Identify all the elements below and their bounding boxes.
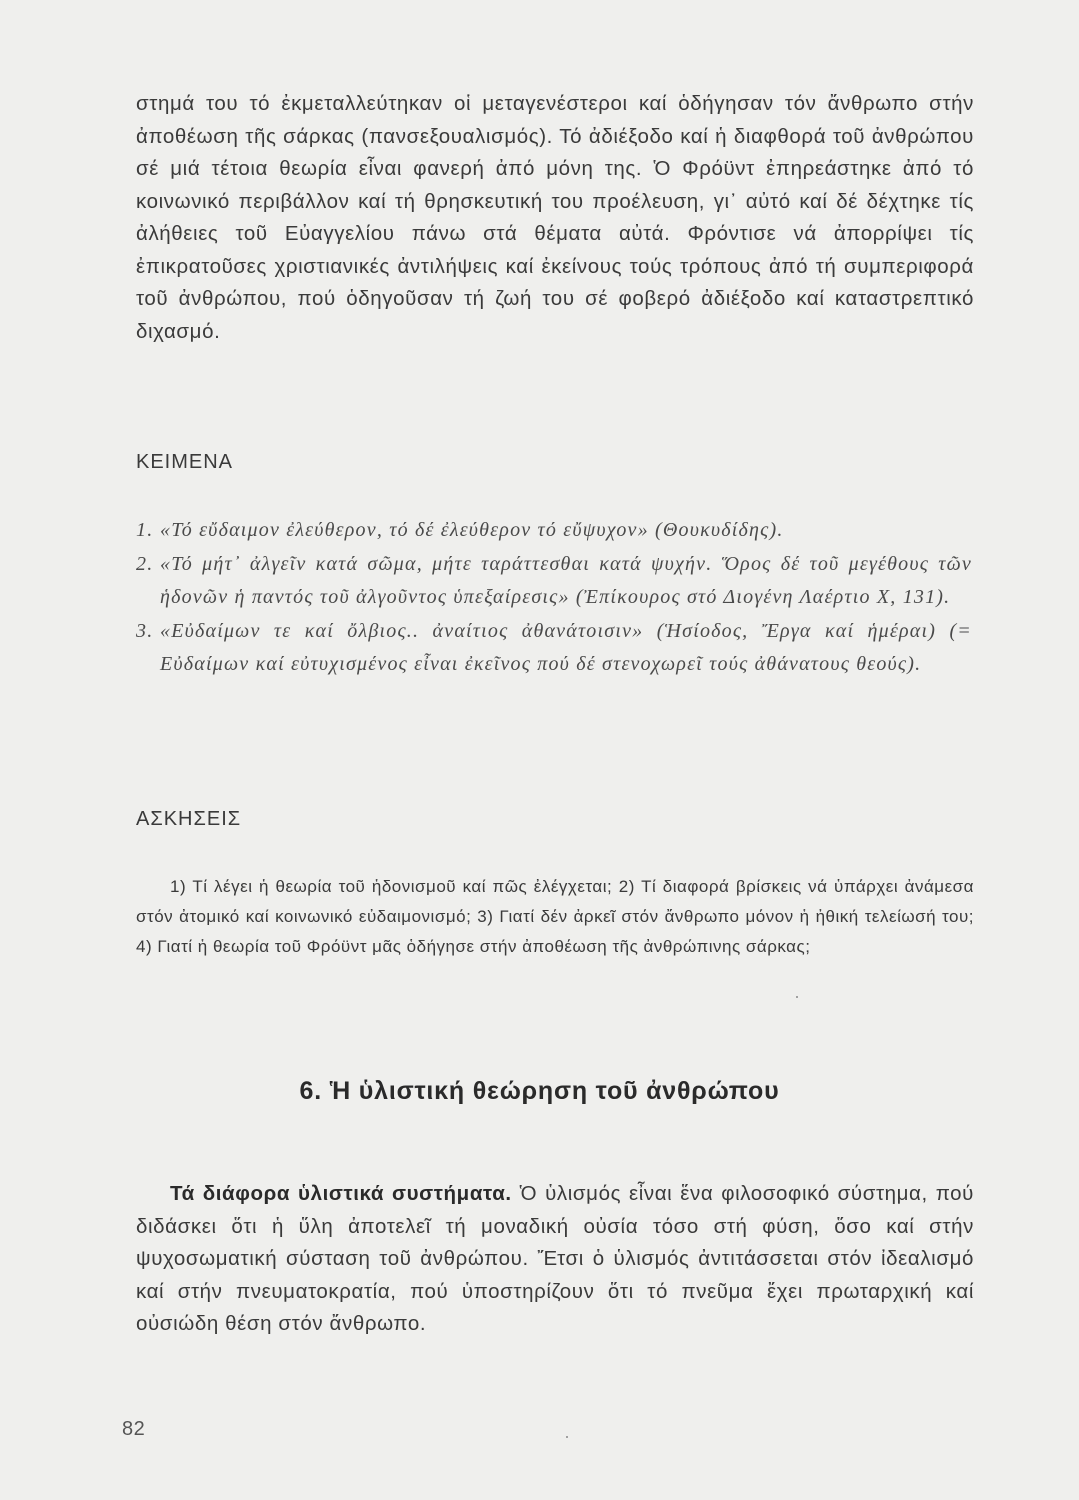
page-number: 82 — [122, 1418, 146, 1440]
paper-speck — [566, 1436, 568, 1438]
texts-heading: ΚΕΙΜΕΝΑ — [136, 451, 234, 473]
materialism-body: Ὁ ὑλισμός εἶναι ἕνα φιλοσοφικό σύστημα, πού διδάσκει ὅτι ἡ ὕλη ἀποτελεῖ τή μοναδική οὐσία τόσο στή φύση, ὅσο καί στήν ψυχοσωματική σύσταση τοῦ ἀνθρώπου. Ἔτσι ὁ ὑλισμός ἀντιτάσσεται στόν ἰδεαλισμό καί στήν πνευματοκρατία, πού ὑποστηρίζουν ὅτι τό πνεῦμα ἔχει πρωταρχική καί οὐσιώδη θέση στόν ἄνθρωπο. — [136, 1182, 974, 1335]
materialism-paragraph — [136, 1178, 974, 1341]
chapter-title: 6. Ἡ ὑλιστική θεώρηση τοῦ ἀνθρώπου — [299, 1077, 780, 1105]
materialism-lead: Τά διάφορα ὑλιστικά συστήματα. — [170, 1182, 512, 1205]
quote-text: «Εὐδαίμων τε καί ὄλβιος.. ἀναίτιος ἀθανάτοισιν» (Ἡσίοδος, Ἔργα καί ἡμέραι) (= Εὐδαίμων καί εὐτυχισμένος εἶναι ἐκεῖνος πού δέ στενοχωρεῖ τούς ἀθάνατους θεούς). — [160, 619, 972, 675]
exercises-paragraph: 1) Τί λέγει ἡ θεωρία τοῦ ἡδονισμοῦ καί πῶς ἐλέγχεται; 2) Τί διαφορά βρίσκεις νά ὑπάρχει ἀνάμεσα στόν ἀτομικό καί κοινωνικό εὐδαιμονισμό; 3) Γιατί δέν ἀρκεῖ στόν ἄνθρωπο μόνον ἡ ἠθική τελείωσή του; 4) Γιατί ἡ θεωρία τοῦ Φρόϋντ μᾶς ὁδήγησε στήν ἀποθέωση τῆς ἀνθρώπινης σάρκας; — [136, 877, 974, 956]
quote-item — [136, 514, 972, 548]
quote-number: 2. — [136, 552, 154, 575]
quote-text: «Τό μήτ᾽ ἀλγεῖν κατά σῶμα, μήτε ταράττεσθαι κατά ψυχήν. Ὅρος δέ τοῦ μεγέθους τῶν ἡδονῶν ἡ παντός τοῦ ἀλγοῦντος ὑπεξαίρεσις» (Ἐπίκουρος στό Διογένη Λαέρτιο Χ, 131). — [160, 552, 972, 608]
quote-item — [136, 615, 972, 682]
quote-list — [136, 514, 972, 682]
quote-number: 1. — [136, 519, 154, 541]
intro-paragraph: στημά του τό ἐκμεταλλεύτηκαν οἱ μεταγενέστεροι καί ὁδήγησαν τόν ἄνθρωπο στήν ἀποθέωση τῆς σάρκας (πανσεξουαλισμός). Τό ἀδιέξοδο καί ἡ διαφθορά τοῦ ἀνθρώπου σέ μιά τέτοια θεωρία εἶναι φανερή ἀπό μόνη της. Ὁ Φρόϋντ ἐπηρεάστηκε ἀπό τό κοινωνικό περιβάλλον καί τή θρησκευτική του προέλευση, γι᾽ αὐτό καί δέ δέχτηκε τίς ἀλήθειες τοῦ Εὐαγγελίου πάνω στά θέματα αὐτά. Φρόντισε νά ἀπορρίψει τίς ἐπικρατοῦσες χριστιανικές ἀντιλήψεις καί ἐκείνους τούς τρόπους ἀπό τή συμπεριφορά τοῦ ἀνθρώπου, πού ὁδηγοῦσαν τή ζωή του σέ φοβερό ἀδιέξοδο καί καταστρεπτικό διχασμό. — [136, 92, 974, 343]
quote-text: «Τό εὔδαιμον ἐλεύθερον, τό δέ ἐλεύθερον τό εὔψυχον» (Θουκυδίδης). — [160, 519, 784, 541]
quote-number: 3. — [136, 619, 154, 642]
paper-speck — [796, 996, 798, 998]
quote-item — [136, 548, 972, 615]
exercises-heading: ΑΣΚΗΣΕΙΣ — [136, 808, 242, 830]
